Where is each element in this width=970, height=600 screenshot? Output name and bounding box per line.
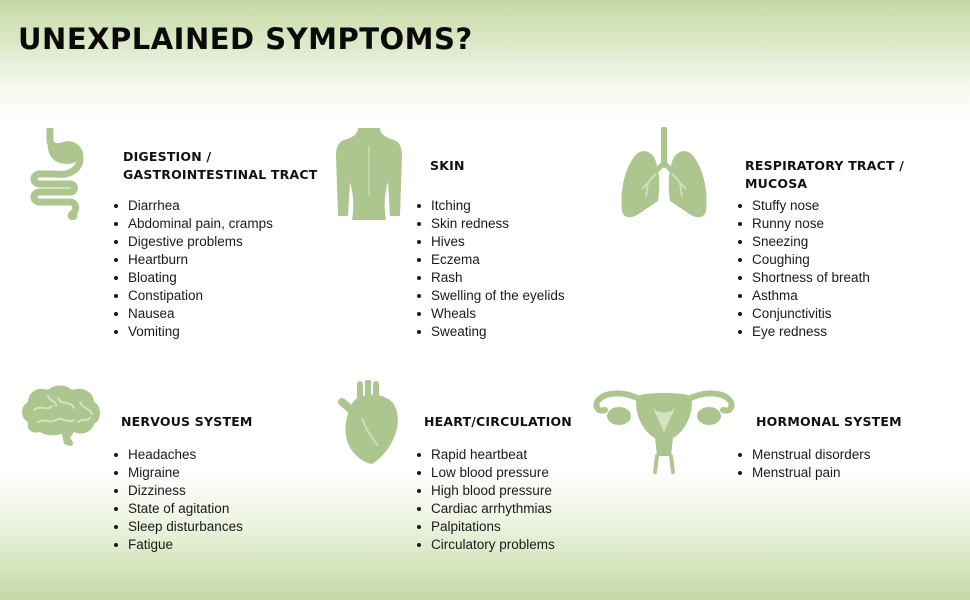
category-title-nervous [121, 413, 253, 431]
category-title-line: NERVOUS SYSTEM [121, 414, 253, 429]
category-title-line: HEART/CIRCULATION [424, 414, 572, 429]
list-item: Shortness of breath [737, 269, 870, 287]
list-item: Nausea [113, 305, 273, 323]
list-item: Wheals [416, 305, 565, 323]
list-item: Constipation [113, 287, 273, 305]
list-item: State of agitation [113, 500, 243, 518]
list-item: High blood pressure [416, 482, 555, 500]
list-item: Circulatory problems [416, 536, 555, 554]
category-title-line: MUCOSA [745, 176, 808, 191]
list-item: Fatigue [113, 536, 243, 554]
category-title-line: RESPIRATORY TRACT / [745, 158, 905, 173]
symptom-list-respiratory [737, 197, 870, 341]
list-item: Menstrual disorders [737, 446, 871, 464]
list-item: Palpitations [416, 518, 555, 536]
symptom-list-skin [416, 197, 565, 341]
category-title-line: SKIN [430, 158, 465, 173]
list-item: Rash [416, 269, 565, 287]
brain-icon [18, 382, 102, 448]
list-item: Rapid heartbeat [416, 446, 555, 464]
list-item: Digestive problems [113, 233, 273, 251]
lungs-icon [618, 127, 710, 219]
list-item: Low blood pressure [416, 464, 555, 482]
list-item: Sleep disturbances [113, 518, 243, 536]
stomach-intestines-icon [28, 128, 84, 220]
list-item: Diarrhea [113, 197, 273, 215]
list-item: Menstrual pain [737, 464, 871, 482]
list-item: Abdominal pain, cramps [113, 215, 273, 233]
list-item: Bloating [113, 269, 273, 287]
list-item: Eye redness [737, 323, 870, 341]
list-item: Sneezing [737, 233, 870, 251]
list-item: Runny nose [737, 215, 870, 233]
list-item: Eczema [416, 251, 565, 269]
category-title-line: HORMONAL SYSTEM [756, 414, 902, 429]
category-title-respiratory [745, 157, 904, 193]
symptom-list-digestion [113, 197, 273, 341]
list-item: Stuffy nose [737, 197, 870, 215]
list-item: Dizziness [113, 482, 243, 500]
list-item: Asthma [737, 287, 870, 305]
category-title-skin [430, 157, 465, 175]
list-item: Vomiting [113, 323, 273, 341]
page-title: UNEXPLAINED SYMPTOMS? [18, 22, 473, 56]
list-item: Coughing [737, 251, 870, 269]
list-item: Sweating [416, 323, 565, 341]
category-title-hormonal [756, 413, 902, 431]
list-item: Migraine [113, 464, 243, 482]
torso-back-icon [334, 126, 404, 222]
category-title-line: GASTROINTESTINAL TRACT [123, 167, 318, 182]
list-item: Cardiac arrhythmias [416, 500, 555, 518]
list-item: Conjunctivitis [737, 305, 870, 323]
list-item: Headaches [113, 446, 243, 464]
list-item: Heartburn [113, 251, 273, 269]
symptom-list-nervous [113, 446, 243, 554]
list-item: Hives [416, 233, 565, 251]
list-item: Itching [416, 197, 565, 215]
category-title-line: DIGESTION / [123, 149, 212, 164]
heart-icon [338, 380, 402, 466]
list-item: Swelling of the eyelids [416, 287, 565, 305]
list-item: Skin redness [416, 215, 565, 233]
category-title-digestion [123, 148, 317, 184]
symptom-list-heart [416, 446, 555, 554]
symptom-list-hormonal [737, 446, 871, 482]
category-title-heart [424, 413, 572, 431]
uterus-icon [593, 386, 735, 474]
